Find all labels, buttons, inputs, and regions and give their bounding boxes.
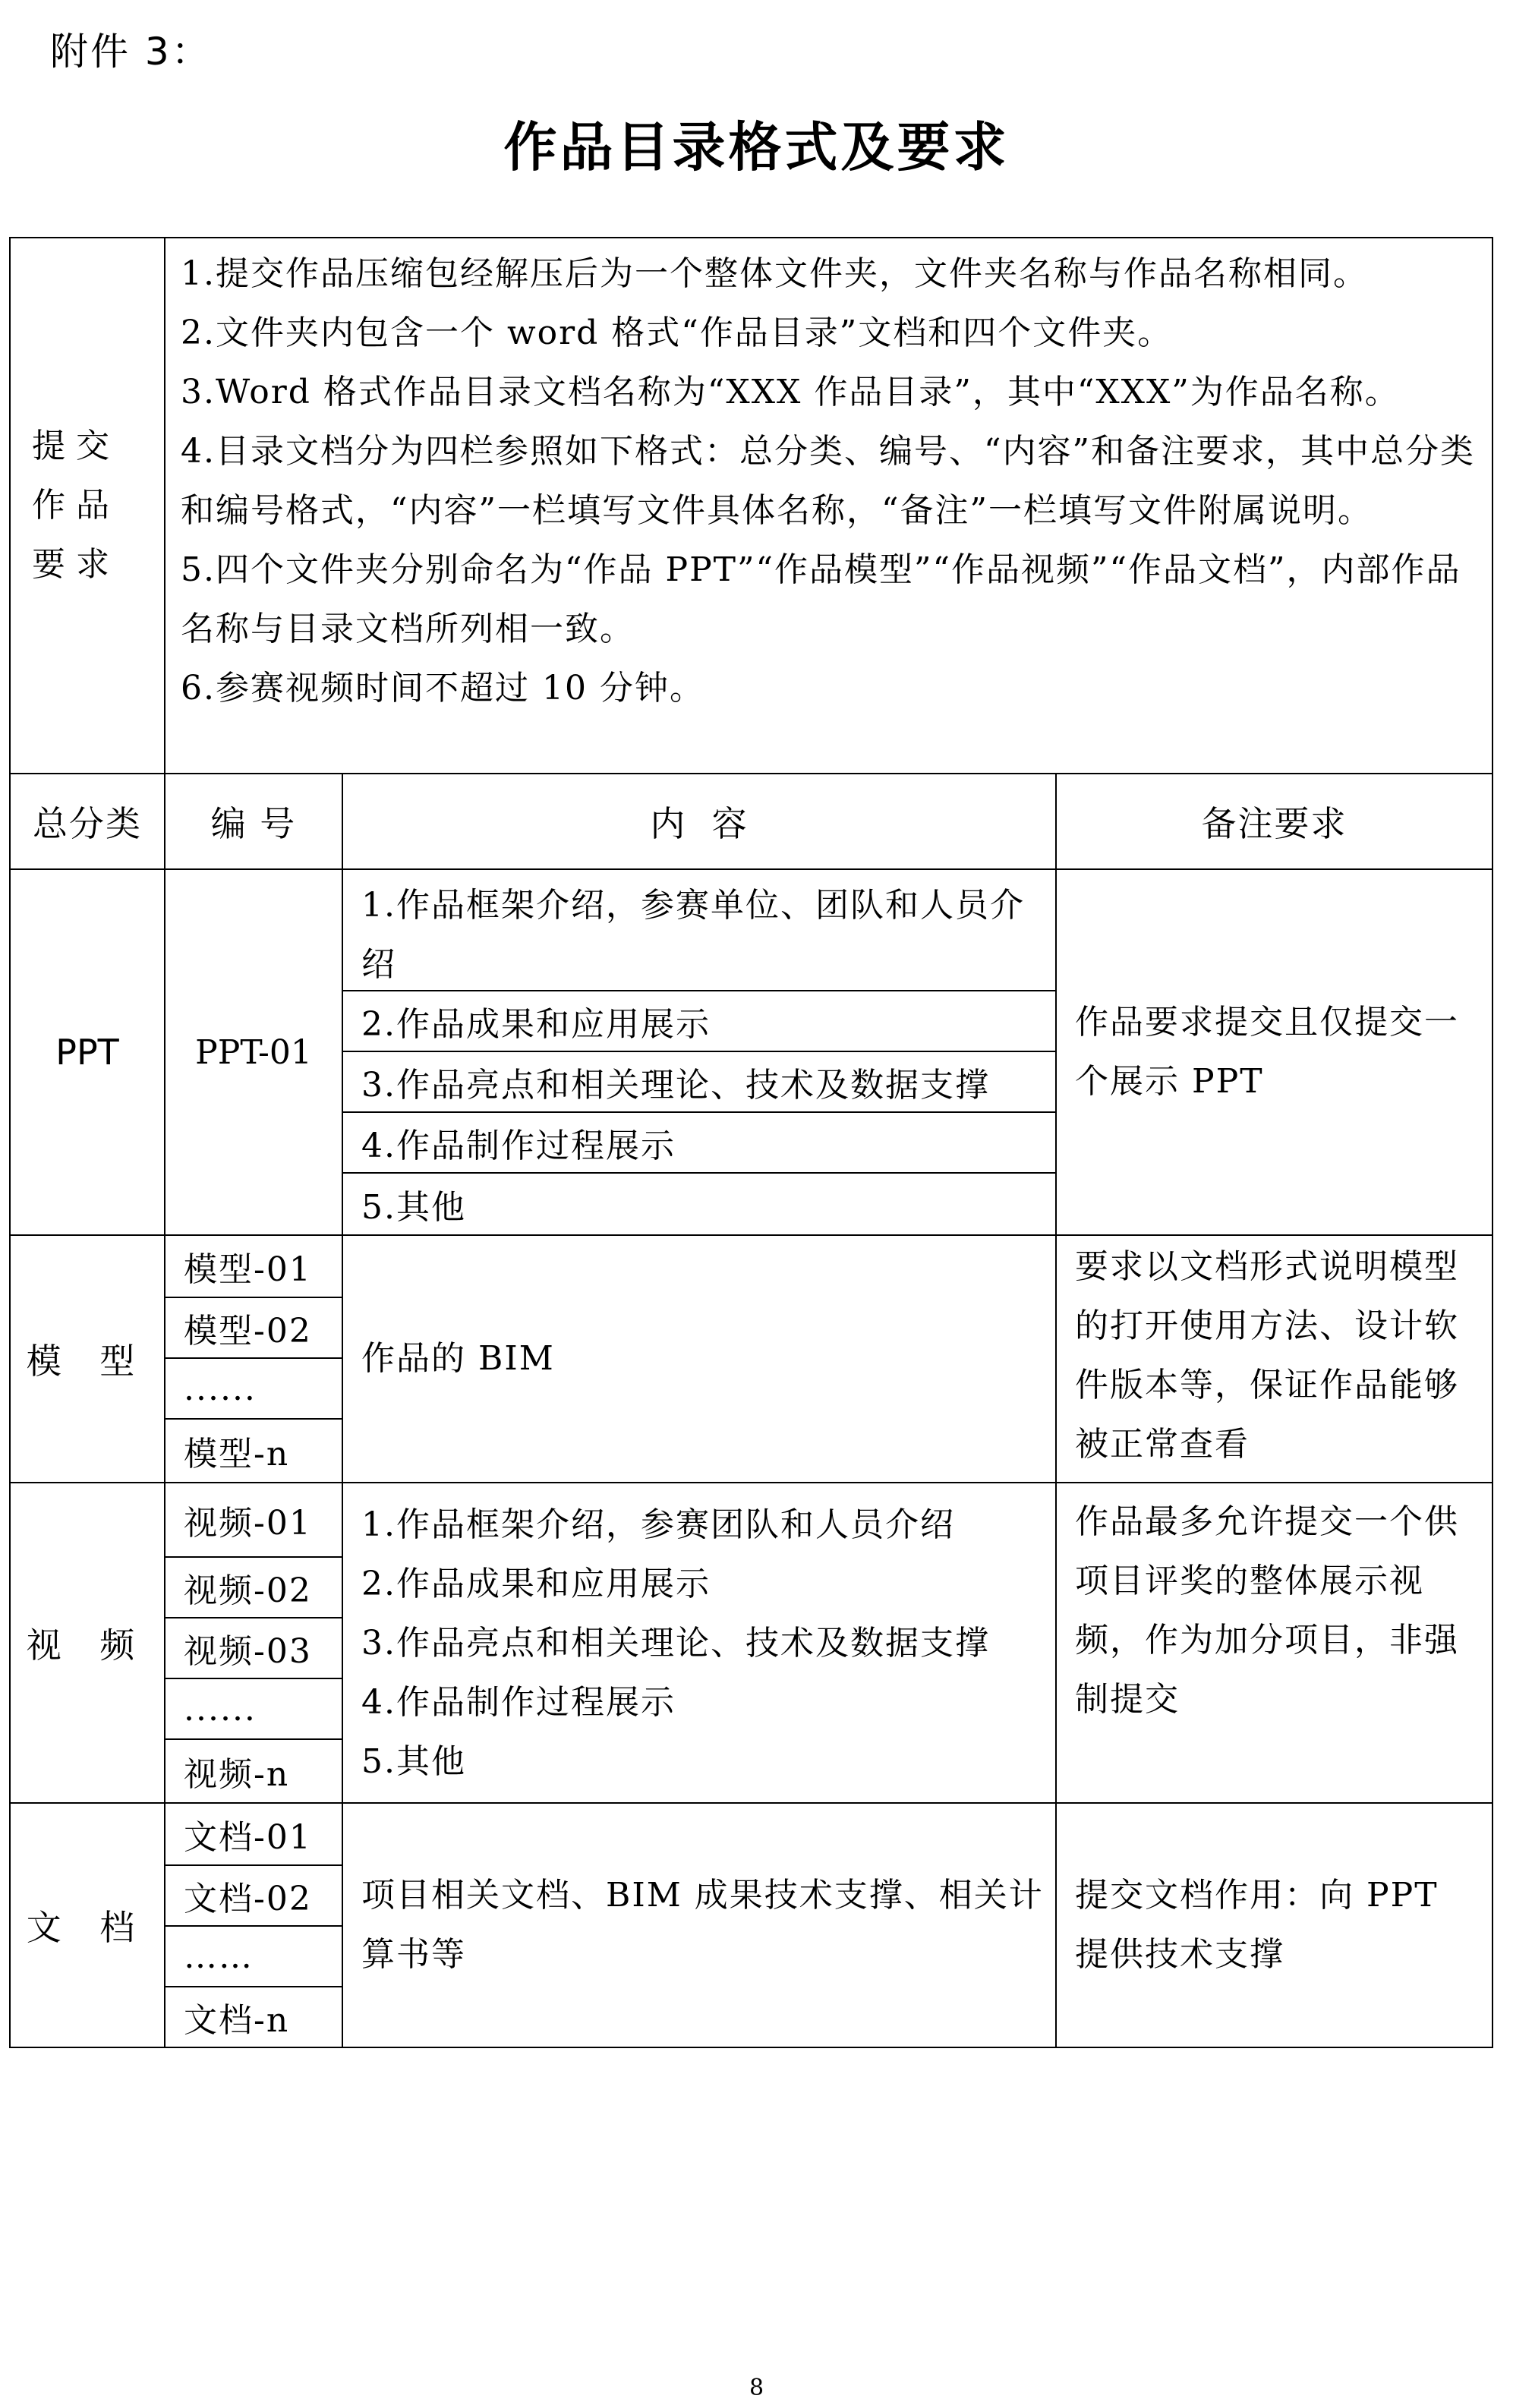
content-item: 2.作品成果和应用展示 <box>361 1565 711 1603</box>
document-title: 作品目录格式及要求 <box>503 116 1010 178</box>
content-item: 4.作品制作过程展示 <box>361 1683 676 1722</box>
content-item: 5.其他 <box>361 1742 466 1781</box>
document-category: 文 档 <box>26 1907 149 1948</box>
content-item: 2.作品成果和应用展示 <box>343 990 1055 1051</box>
requirement-item: 6.参赛视频时间不超过 10 分钟。 <box>181 669 704 708</box>
number-item: 模型-n <box>165 1418 342 1482</box>
number-item: 模型-02 <box>165 1297 342 1357</box>
number-item: 文档-01 <box>184 1818 312 1857</box>
header-remark: 备注要求 <box>1055 774 1492 868</box>
document-numbers <box>164 1804 342 2047</box>
content-item: 4.作品制作过程展示 <box>343 1111 1055 1172</box>
number-item: 文档-02 <box>165 1864 342 1925</box>
model-numbers <box>164 1236 342 1482</box>
number-item: 视频-01 <box>184 1504 312 1543</box>
label-line: 提 交 <box>32 427 109 465</box>
video-category: 视 频 <box>26 1625 149 1666</box>
content-item: 1.作品框架介绍，参赛单位、团队和人员介绍 <box>361 886 1025 984</box>
number-item: 文档-n <box>165 1986 342 2047</box>
model-row <box>11 1234 1492 1482</box>
catalog-table <box>9 237 1493 2048</box>
content-item: 5.其他 <box>343 1172 1055 1234</box>
model-content: 作品的 BIM <box>342 1236 1055 1482</box>
requirements-row <box>11 238 1492 773</box>
number-item: 视频-03 <box>165 1617 342 1678</box>
ppt-remark: 作品要求提交且仅提交一个展示 PPT <box>1055 870 1492 1234</box>
content-item: 3.作品亮点和相关理论、技术及数据支撑 <box>343 1051 1055 1111</box>
number-item: ...... <box>165 1678 342 1738</box>
number-item: …… <box>165 1925 342 1986</box>
label-line: 要 求 <box>32 545 109 584</box>
number-item: 视频-02 <box>165 1556 342 1617</box>
header-row <box>11 773 1492 868</box>
document-remark: 提交文档作用：向 PPT 提供技术支撑 <box>1055 1804 1492 2047</box>
model-remark: 要求以文档形式说明模型的打开使用方法、设计软件版本等，保证作品能够被正常查看 <box>1055 1236 1492 1482</box>
requirements-text <box>164 238 1492 773</box>
header-content: 内 容 <box>342 774 1055 868</box>
ppt-category: PPT <box>55 1032 119 1073</box>
label-line: 作 品 <box>32 486 109 525</box>
ppt-contents <box>342 870 1055 1234</box>
attachment-label: 附件 3： <box>50 30 212 74</box>
video-remark: 作品最多允许提交一个供项目评奖的整体展示视频，作为加分项目，非强制提交 <box>1055 1483 1492 1802</box>
content-item: 1.作品框架介绍，参赛团队和人员介绍 <box>361 1505 955 1544</box>
header-category: 总分类 <box>33 803 142 844</box>
number-item: 视频-n <box>165 1738 342 1802</box>
ppt-row <box>11 868 1492 1234</box>
requirement-item: 3.Word 格式作品目录文档名称为“XXX 作品目录”，其中“XXX”为作品名称。 <box>181 373 1400 411</box>
document-row <box>11 1802 1492 2047</box>
requirement-item: 5.四个文件夹分别命名为“作品 PPT”“作品模型”“作品视频”“作品文档”，内部作品名称与目录文档所列相一致。 <box>181 550 1461 648</box>
requirement-item: 4.目录文档分为四栏参照如下格式：总分类、编号、“内容”和备注要求，其中总分类和编号格式，“内容”一栏填写文件具体名称，“备注”一栏填写文件附属说明。 <box>181 432 1475 530</box>
model-category: 模 型 <box>26 1341 149 1382</box>
video-row <box>11 1482 1492 1802</box>
header-number: 编 号 <box>164 774 342 868</box>
requirement-item: 2.文件夹内包含一个 word 格式“作品目录”文档和四个文件夹。 <box>181 314 1173 352</box>
number-item: ...... <box>165 1357 342 1418</box>
ppt-number: PPT-01 <box>164 870 342 1234</box>
video-numbers <box>164 1483 342 1802</box>
content-item: 3.作品亮点和相关理论、技术及数据支撑 <box>361 1624 990 1663</box>
page-number: 8 <box>749 2375 764 2401</box>
document-content: 项目相关文档、BIM 成果技术支撑、相关计算书等 <box>342 1804 1055 2047</box>
video-contents <box>342 1483 1055 1802</box>
requirement-item: 1.提交作品压缩包经解压后为一个整体文件夹，文件夹名称与作品名称相同。 <box>181 254 1368 293</box>
requirements-label <box>11 238 164 773</box>
number-item: 模型-01 <box>184 1250 312 1289</box>
